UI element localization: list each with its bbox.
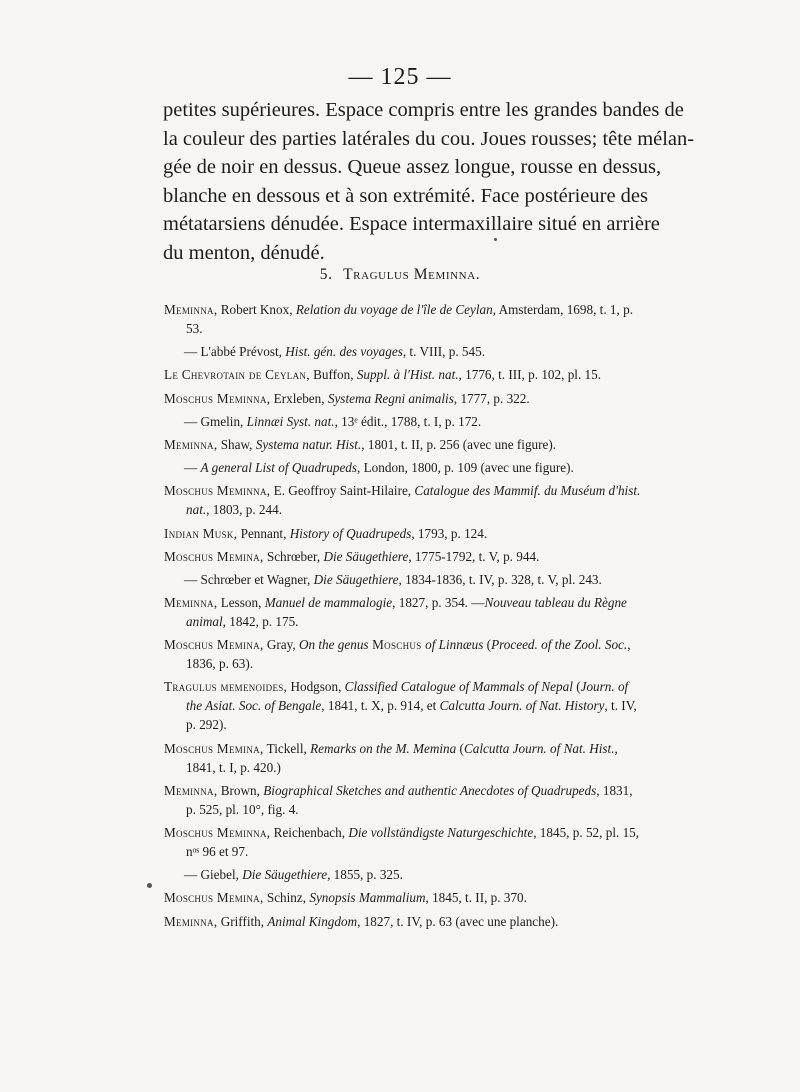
reference-author: Erxleben, [270, 390, 328, 406]
reference-details: ( [572, 679, 581, 695]
reference-author: Tickell, [263, 740, 311, 756]
reference-author: Reichenbach, [270, 825, 349, 840]
reference-details: ( [456, 740, 464, 756]
reference-details: , 1841, t. I, p. 420.) [186, 740, 618, 775]
reference-entry [164, 677, 644, 734]
intro-line: du menton, dénudé. [163, 241, 325, 264]
reference-details: , 1827, t. IV, p. 63 (avec une planche). [357, 913, 559, 929]
reference-work-title: Die Säugethiere [242, 867, 328, 883]
reference-list [164, 300, 644, 935]
reference-author: Hodgson, [287, 679, 345, 695]
reference-work-title: A general List of Quadrupeds [200, 460, 358, 476]
reference-work-title: Die vollständigste Naturgeschichte [348, 825, 534, 840]
reference-work-title: Catalogue des Mammif. du Muséum d'hist. nat. [186, 483, 641, 518]
intro-line: gée de noir en dessus. Queue assez longue, rousse en dessus, [163, 156, 662, 178]
reference-author: Robert Knox, [217, 302, 296, 317]
reference-work-title: Journ. of the Asiat. Soc. of Bengale [186, 679, 629, 714]
reference-details: , 1845, p. 52, pl. 15, nᵒˢ 96 et 97. [186, 825, 640, 859]
reference-name: Moschus Memina, [164, 890, 264, 906]
reference-work-title: Suppl. à l'Hist. nat. [356, 367, 459, 383]
reference-name: Moschus Meminna, [164, 390, 271, 406]
reference-work-title: Classified Catalogue of Mammals of Nepal [344, 679, 573, 695]
reference-author: Schrœber, [263, 548, 324, 564]
reference-name: Meminna, [164, 782, 218, 798]
reference-work-title: Nouveau tableau du Règne animal [186, 595, 627, 630]
reference-details: ( [483, 637, 492, 653]
reference-work-title: Die Säugethiere [313, 571, 399, 587]
reference-details: , 1845, t. II, p. 370. [425, 890, 527, 906]
section-title: Tragulus Meminna. [343, 266, 481, 283]
reference-details: , 1841, t. X, p. 914, et [321, 698, 440, 714]
reference-author: E. Geoffroy Saint-Hilaire, [270, 483, 415, 499]
reference-entry [164, 435, 644, 454]
reference-entry [164, 781, 644, 819]
section-number: 5. [319, 266, 333, 283]
reference-author: Shaw, [217, 436, 256, 452]
reference-name: Tragulus memenoides, [164, 679, 288, 695]
reference-work-title: On the genus [298, 637, 369, 653]
reference-entry [164, 570, 644, 589]
reference-details: , 1776, t. III, p. 102, pl. 15. [458, 367, 602, 383]
reference-name: Le Chevrotain de Ceylan, [164, 367, 310, 383]
reference-entry [164, 524, 644, 543]
reference-author: Buffon, [309, 367, 357, 383]
reference-work-title: Calcutta Journ. of Nat. History [439, 698, 605, 714]
reference-work-title: of Linnæus [425, 637, 484, 653]
reference-details: , London, 1800, p. 109 (avec une figure). [357, 460, 574, 476]
reference-details: , 1777, p. 322. [453, 390, 530, 406]
reference-name: Meminna, [164, 436, 218, 452]
reference-entry [164, 458, 644, 477]
reference-details: , 1801, t. II, p. 256 (avec une figure). [361, 436, 557, 452]
reference-details: , 1831, p. 525, pl. 10°, fig. 4. [186, 782, 633, 817]
reference-entry [164, 342, 644, 361]
reference-details: , 1803, p. 244. [206, 502, 282, 518]
reference-author: Schinz, [263, 890, 310, 906]
reference-details: , 1793, p. 124. [411, 525, 488, 541]
section-heading [0, 266, 800, 284]
reference-work-title: Systema Regni animalis [327, 390, 454, 406]
reference-author: Griffith, [217, 913, 268, 929]
reference-entry [164, 739, 644, 777]
reference-details: , 1775-1792, t. V, p. 944. [408, 548, 540, 564]
reference-work-title: Proceed. of the Zool. Soc. [491, 637, 628, 653]
reference-entry [164, 481, 644, 519]
stray-dot [147, 883, 152, 888]
reference-name: Moschus Meminna, [164, 825, 271, 840]
reference-work-title: Synopsis Mammalium [309, 890, 426, 906]
reference-details: , 1834-1836, t. IV, p. 328, t. V, pl. 243. [398, 571, 602, 587]
reference-entry [164, 865, 644, 884]
reference-details: , 1855, p. 325. [327, 867, 403, 883]
intro-paragraph [163, 96, 695, 267]
intro-line: petites supérieures. Espace compris entre les grandes bandes de [163, 99, 684, 121]
reference-details: , t. IV, p. 292). [186, 698, 637, 733]
reference-details: , 13ᵉ édit., 1788, t. I, p. 172. [334, 413, 482, 429]
reference-work-title: Biographical Sketches and authentic Anecdotes of Quadrupeds [263, 782, 597, 798]
reference-details: , t. VIII, p. 545. [402, 344, 485, 360]
reference-name: Indian Musk, [164, 525, 238, 541]
reference-author: Gmelin, [200, 413, 247, 429]
reference-author: Gray, [263, 637, 299, 653]
reference-name: Meminna, [164, 595, 218, 611]
reference-entry [164, 300, 644, 338]
stray-dot [494, 238, 497, 241]
reference-work-title: Linnæi Syst. nat. [246, 413, 335, 429]
reference-author: Lesson, [217, 595, 265, 611]
reference-work-title: Calcutta Journ. of Nat. Hist. [463, 740, 615, 756]
reference-author: Pennant, [237, 525, 290, 541]
intro-line: métatarsiens dénudée. Espace intermaxillaire situé en arrière [163, 213, 660, 235]
reference-work-title: Remarks on the M. Memina [310, 740, 457, 756]
reference-entry [164, 547, 644, 566]
reference-name: Meminna, [164, 913, 218, 929]
reference-entry [164, 888, 644, 907]
reference-entry [164, 912, 644, 931]
reference-details: , 1836, p. 63). [186, 637, 631, 672]
reference-name: Moschus Meminna, [164, 483, 271, 499]
reference-name: Meminna, [164, 302, 218, 317]
reference-name: Moschus Memina, [164, 548, 264, 564]
reference-work-title: Relation du voyage de l'île de Ceylan [295, 302, 493, 317]
reference-work-title: Die Säugethiere [323, 548, 409, 564]
reference-work-title: Hist. gén. des voyages [285, 344, 403, 360]
reference-entry [164, 635, 644, 673]
reference-work-title: Systema natur. Hist. [255, 436, 362, 452]
reference-author: Schrœber et Wagner, [200, 571, 314, 587]
reference-details: , Amsterdam, 1698, t. 1, p. 53. [186, 302, 634, 336]
reference-details: , 1842, p. 175. [222, 614, 299, 630]
intro-line: la couleur des parties latérales du cou. Joues rousses; tête mélan- [163, 127, 695, 150]
reference-work-title: Manuel de mammalogie [264, 595, 393, 611]
reference-name: Moschus Memina, [164, 637, 264, 653]
reference-entry [164, 412, 644, 431]
reference-entry [164, 365, 644, 384]
reference-text: Moschus [368, 637, 426, 653]
reference-entry [164, 389, 644, 408]
reference-name: Moschus Memina, [164, 740, 264, 756]
reference-work-title: Animal Kingdom [267, 913, 358, 929]
reference-author: Giebel, [200, 867, 243, 883]
reference-author: Brown, [217, 782, 264, 798]
intro-line: blanche en dessous et à son extrémité. Face postérieure des [163, 184, 648, 207]
reference-work-title: History of Quadrupeds [289, 525, 412, 541]
reference-entry [164, 593, 644, 631]
reference-entry [164, 823, 644, 861]
reference-author: L'abbé Prévost, [200, 344, 286, 360]
page-number: — 125 — [348, 64, 452, 90]
reference-details: , 1827, p. 354. — [392, 595, 485, 611]
